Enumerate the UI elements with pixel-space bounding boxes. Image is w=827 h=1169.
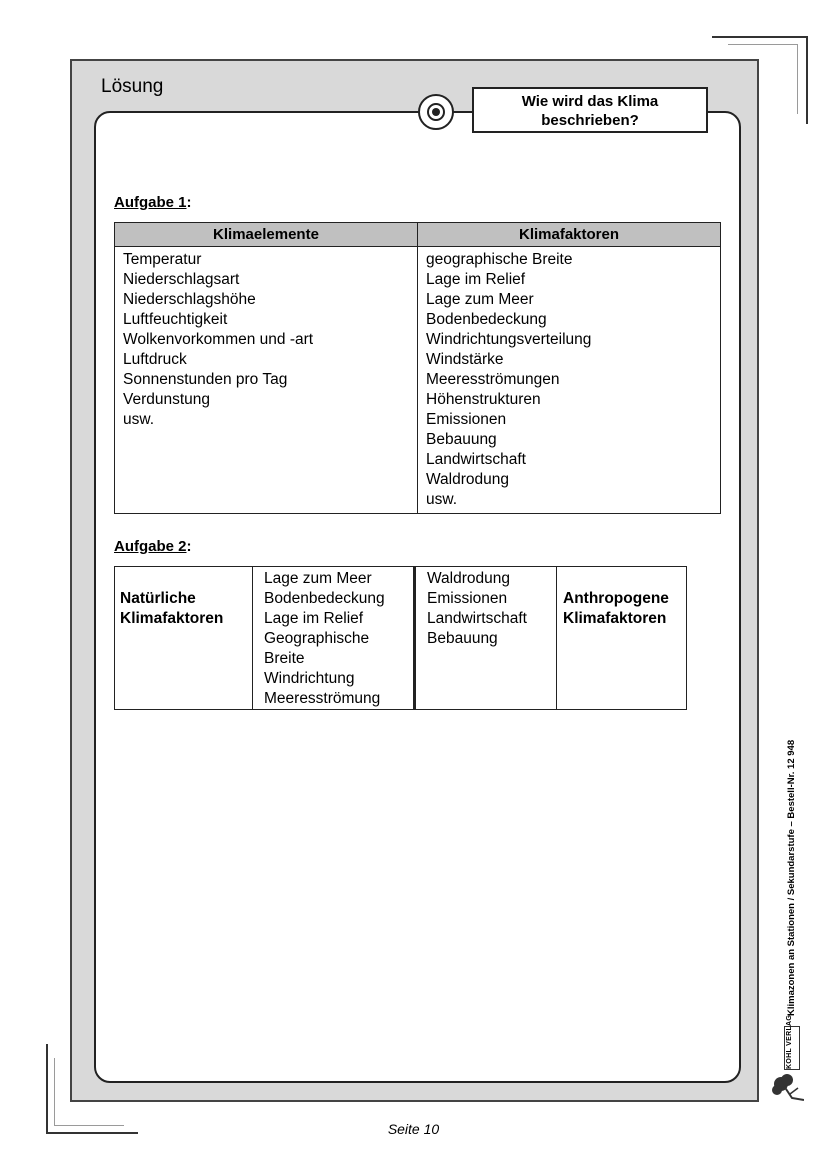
center-divider (413, 567, 416, 709)
elements-list (123, 250, 313, 430)
list-item: Wolkenvorkommen und -art (123, 331, 314, 348)
list-item: Emissionen (427, 590, 508, 607)
task2-label-colon: : (186, 538, 192, 555)
list-item: Waldrodung (427, 570, 511, 587)
list-item: geographische Breite (426, 251, 573, 268)
list-item: Windrichtung (264, 670, 355, 687)
natural-label-line-1: Natürliche (120, 590, 196, 607)
factor-classification-table (114, 566, 687, 710)
task1-label (114, 194, 192, 211)
corner-top-right-inner-horizontal (728, 44, 798, 45)
list-item: Landwirtschaft (426, 451, 526, 468)
corner-bottom-left-inner-vertical (54, 1058, 55, 1126)
list-item: Luftfeuchtigkeit (123, 311, 228, 328)
natural-factors-label (120, 589, 223, 629)
list-item: Lage zum Meer (264, 570, 372, 587)
list-item: Lage im Relief (426, 271, 526, 288)
column-divider (417, 223, 418, 513)
anthropogenic-factors-label (563, 589, 669, 629)
corner-top-right-vertical (806, 36, 808, 124)
sidebar-order-info: Klimazonen an Stationen / Sekundarstufe – Bestell-Nr. 12 948 (786, 739, 797, 1016)
list-item: Lage zum Meer (426, 291, 534, 308)
task2-label (114, 538, 192, 555)
topic-box (472, 87, 708, 133)
publisher-name: KOHL VERLAG (786, 1014, 793, 1069)
task1-label-colon: : (186, 194, 192, 211)
list-item: Geographische (264, 630, 370, 647)
list-item: Bodenbedeckung (426, 311, 547, 328)
list-item: usw. (426, 491, 458, 508)
list-item: Bebauung (427, 630, 498, 647)
factors-list (426, 250, 591, 510)
column-header-factors: Klimafaktoren (418, 223, 720, 247)
list-item: Windstärke (426, 351, 504, 368)
list-item: Höhenstrukturen (426, 391, 541, 408)
page-number: Seite 10 (387, 1121, 440, 1137)
list-item: Niederschlagshöhe (123, 291, 256, 308)
topic-line-1: Wie wird das Klima (521, 93, 659, 110)
task2-label-word: Aufgabe 2 (114, 538, 187, 555)
list-item: Sonnenstunden pro Tag (123, 371, 288, 388)
list-item: Verdunstung (123, 391, 211, 408)
topic-line-2: beschrieben? (541, 112, 639, 129)
target-icon (418, 94, 454, 130)
list-item: Emissionen (426, 411, 507, 428)
natural-factors-list (264, 569, 385, 709)
list-item: Bebauung (426, 431, 497, 448)
tree-logo-icon (770, 1072, 804, 1102)
list-item: Meeresströmungen (426, 371, 560, 388)
list-item: Temperatur (123, 251, 202, 268)
climate-table (114, 222, 721, 514)
cell-divider (556, 567, 557, 709)
list-item: Niederschlagsart (123, 271, 240, 288)
cell-divider (252, 567, 253, 709)
list-item: Landwirtschaft (427, 610, 527, 627)
list-item: Luftdruck (123, 351, 187, 368)
publisher-logo (784, 1014, 800, 1070)
task1-label-word: Aufgabe 1 (114, 194, 187, 211)
column-header-elements: Klimaelemente (115, 223, 417, 247)
list-item: Windrichtungsverteilung (426, 331, 592, 348)
anthropogenic-label-line-2: Klimafaktoren (563, 610, 667, 627)
corner-top-right-inner-vertical (797, 44, 798, 114)
target-dot (432, 108, 440, 116)
list-item: Bodenbedeckung (264, 590, 385, 607)
list-item: Breite (264, 650, 305, 667)
list-item: Lage im Relief (264, 610, 364, 627)
list-item: usw. (123, 411, 155, 428)
page-title: Lösung (101, 76, 164, 97)
list-item: Waldrodung (426, 471, 510, 488)
anthropogenic-label-line-1: Anthropogene (563, 590, 669, 607)
list-item: Meeresströmung (264, 690, 381, 707)
natural-label-line-2: Klimafaktoren (120, 610, 224, 627)
anthropogenic-factors-list (427, 569, 527, 649)
corner-top-right-horizontal (712, 36, 808, 38)
